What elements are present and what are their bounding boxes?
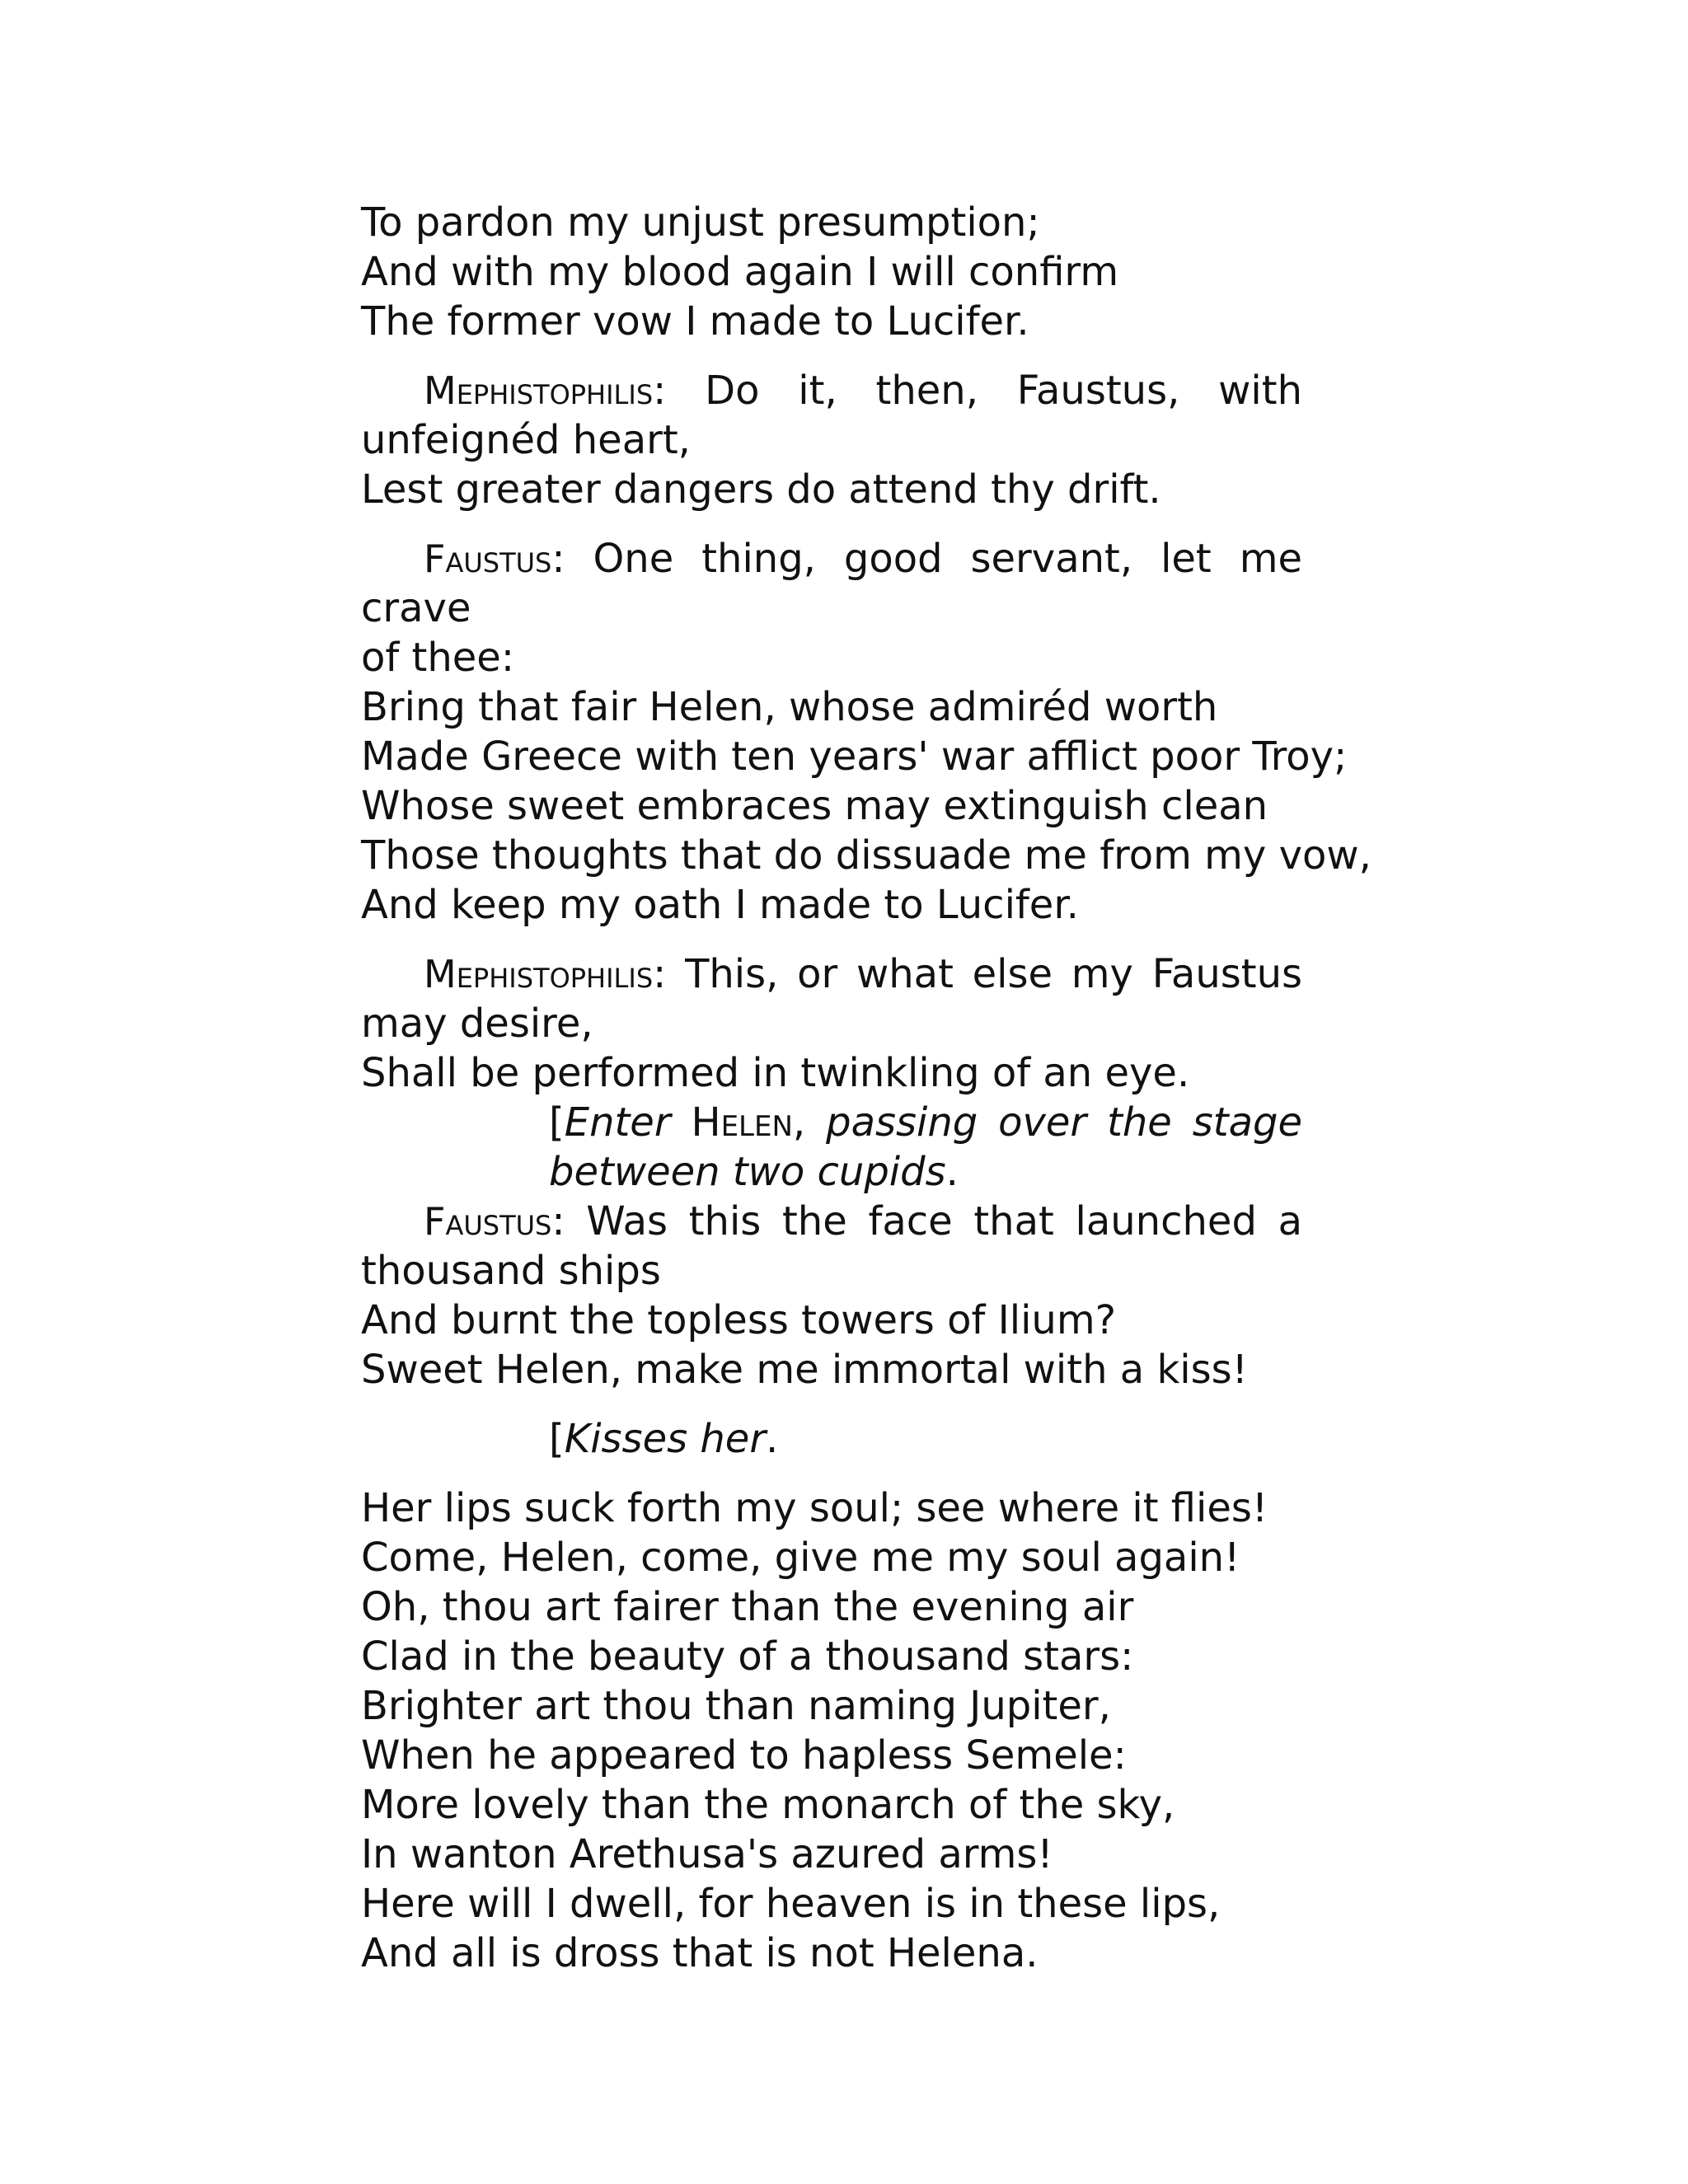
speaker-name: Faustus — [424, 1199, 552, 1244]
verse-line: Those thoughts that do dissuade me from my vow, — [361, 832, 1372, 879]
speech-first-line — [361, 1197, 1302, 1246]
speech-faustus — [361, 1197, 1302, 1394]
verse-line: Sweet Helen, make me immortal with a kiss! — [361, 1347, 1248, 1393]
speaker-name: Mephistophilis — [424, 952, 654, 996]
verse-line: The former vow I made to Lucifer. — [361, 298, 1029, 344]
stage-direction — [549, 1098, 1302, 1197]
stage-direction-line — [549, 1147, 1302, 1197]
verse-line: When he appeared to hapless Semele: — [361, 1732, 1127, 1779]
stage-enter: Enter — [564, 1099, 671, 1146]
speech-mephistophilis — [361, 366, 1302, 514]
speaker-name: Faustus — [424, 537, 552, 581]
bracket: [ — [549, 1416, 565, 1462]
verse-block — [361, 1483, 1302, 1978]
page-text — [361, 198, 1372, 1978]
verse-line: And keep my oath I made to Lucifer. — [361, 882, 1079, 928]
speech-faustus — [361, 534, 1372, 930]
verse-line: Whose sweet embraces may extinguish clean — [361, 783, 1268, 829]
verse-block — [361, 198, 1302, 346]
verse-line: Shall be performed in twinkling of an eye. — [361, 1050, 1190, 1096]
verse-line: And all is dross that is not Helena. — [361, 1930, 1039, 1976]
speech-first-line — [361, 949, 1302, 999]
verse-line: In wanton Arethusa's azured arms! — [361, 1831, 1053, 1877]
stage-direction-line — [549, 1098, 1302, 1147]
verse-line: Made Greece with ten years' war afflict poor Troy; — [361, 733, 1348, 780]
speech-line-text: Do it, then, Faustus, with — [705, 368, 1302, 414]
verse-line: Come, Helen, come, give me my soul again! — [361, 1535, 1240, 1581]
verse-line: And with my blood again I will confirm — [361, 249, 1119, 295]
stage-text: passing over the stage — [826, 1099, 1302, 1146]
verse-line: Oh, thou art fairer than the evening air — [361, 1584, 1134, 1630]
stage-text: between two cupids — [549, 1149, 946, 1195]
speaker-separator: : — [551, 1198, 565, 1244]
stage-direction — [549, 1414, 1302, 1464]
stage-text: Kisses her — [564, 1416, 767, 1462]
speech-first-line — [361, 534, 1302, 633]
speech-line-text: This, or what else my Faustus — [685, 951, 1302, 997]
verse-line: thousand ships — [361, 1248, 661, 1294]
verse-line: may desire, — [361, 1001, 593, 1047]
verse-line: Here will I dwell, for heaven is in these lips, — [361, 1881, 1221, 1927]
verse-line: Brighter art thou than naming Jupiter, — [361, 1683, 1111, 1729]
speech-first-line — [361, 366, 1302, 415]
speech-line-text: Was this the face that launched a — [586, 1198, 1303, 1244]
speaker-separator: : — [653, 951, 667, 997]
bracket: [ — [549, 1099, 565, 1146]
verse-line: And burnt the topless towers of Ilium? — [361, 1297, 1117, 1343]
verse-line: unfeignéd heart, — [361, 417, 691, 463]
period: . — [945, 1149, 959, 1195]
verse-line: Lest greater dangers do attend thy drift. — [361, 466, 1161, 513]
verse-line: More lovely than the monarch of the sky, — [361, 1782, 1175, 1828]
verse-line: of thee: — [361, 635, 514, 681]
verse-line: To pardon my unjust presumption; — [361, 199, 1040, 246]
speaker-separator: : — [653, 368, 667, 414]
stage-direction-line — [549, 1414, 1302, 1464]
speech-line-text: One thing, good servant, let me crave — [361, 536, 1302, 631]
speaker-name: Mephistophilis — [424, 368, 654, 413]
comma: , — [792, 1099, 806, 1146]
verse-line: Clad in the beauty of a thousand stars: — [361, 1633, 1134, 1680]
verse-line: Her lips suck forth my soul; see where it flies! — [361, 1485, 1268, 1531]
verse-line: Bring that fair Helen, whose admiréd worth — [361, 684, 1218, 730]
speech-mephistophilis — [361, 949, 1302, 1098]
speaker-separator: : — [551, 536, 565, 582]
character-name: Helen — [691, 1099, 793, 1146]
period: . — [766, 1416, 779, 1462]
